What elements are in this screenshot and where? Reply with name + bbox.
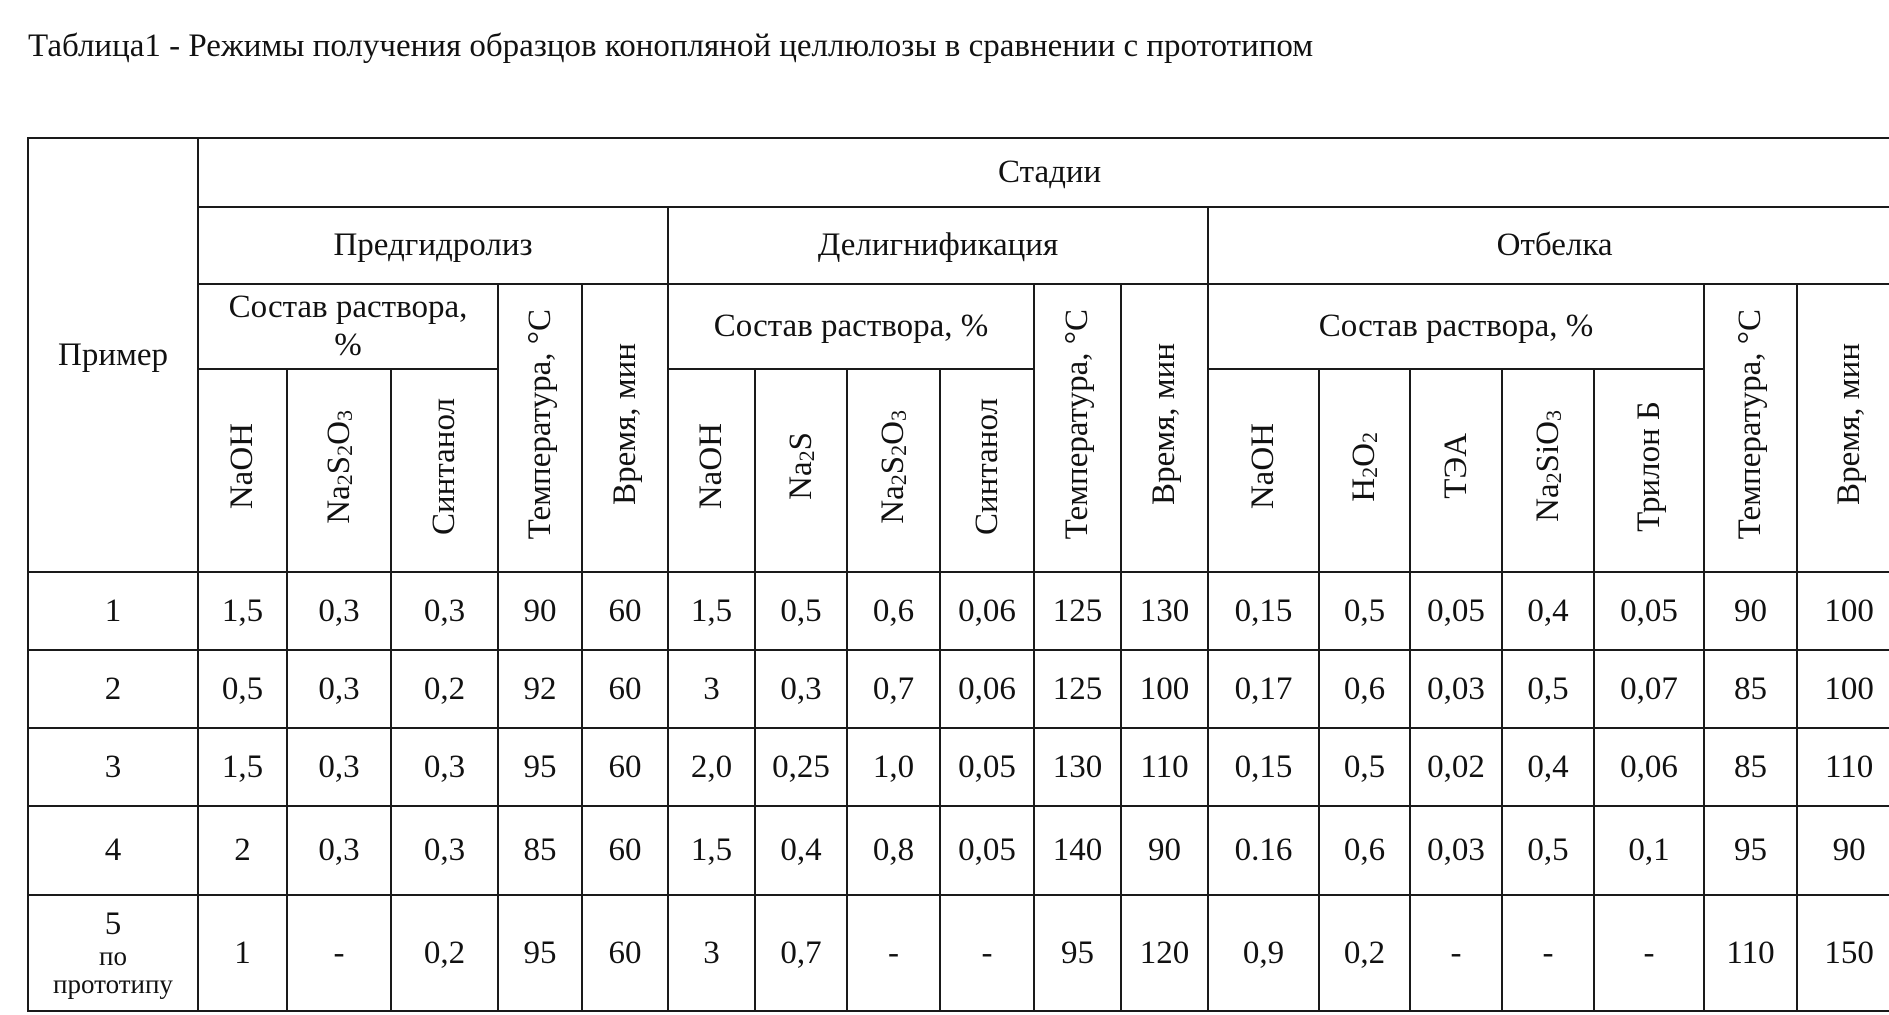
row-example: 4 [28, 806, 198, 895]
cell: 0,8 [847, 806, 940, 895]
table-row [28, 728, 1889, 806]
cell: 60 [582, 895, 668, 1011]
cell: 0,3 [287, 572, 391, 650]
cell: 0,5 [755, 572, 847, 650]
cell: 0,3 [287, 650, 391, 728]
header-na2s-delig: $Na_2S$ [755, 369, 847, 572]
cell: 0,06 [940, 650, 1034, 728]
header-time-delig: Время, мин [1121, 284, 1208, 572]
header-naoh-delig: NaOH [668, 369, 755, 572]
cell: 0,3 [391, 572, 498, 650]
cell: 0,17 [1208, 650, 1319, 728]
row-example: 1 [28, 572, 198, 650]
table-row [28, 806, 1889, 895]
cell: 3 [668, 650, 755, 728]
cell: 0,3 [755, 650, 847, 728]
header-prehydrolysis: Предгидролиз [198, 207, 668, 284]
cell: 85 [1704, 728, 1797, 806]
cell: 60 [582, 806, 668, 895]
cell: 0,05 [1594, 572, 1704, 650]
cell: 0,5 [1502, 650, 1594, 728]
cell: 95 [498, 895, 582, 1011]
cell: 0,03 [1410, 806, 1502, 895]
cell: - [847, 895, 940, 1011]
cell: - [287, 895, 391, 1011]
cell: 0,3 [391, 806, 498, 895]
cell: 110 [1121, 728, 1208, 806]
cell: 60 [582, 572, 668, 650]
header-delignification: Делигнификация [668, 207, 1208, 284]
cell: 0,9 [1208, 895, 1319, 1011]
header-na2s2o3-pre: $Na_2S_2O_3$ [287, 369, 391, 572]
cell: 85 [1704, 650, 1797, 728]
cell: 2,0 [668, 728, 755, 806]
cell: 0.16 [1208, 806, 1319, 895]
cell: 95 [1704, 806, 1797, 895]
cell: 0,4 [755, 806, 847, 895]
cell: 0,25 [755, 728, 847, 806]
cell: 110 [1704, 895, 1797, 1011]
cell: 120 [1121, 895, 1208, 1011]
cell: 1,5 [668, 572, 755, 650]
cell: 60 [582, 728, 668, 806]
row-example: 3 [28, 728, 198, 806]
cell: 92 [498, 650, 582, 728]
cell: 0,5 [1502, 806, 1594, 895]
cell: 90 [498, 572, 582, 650]
cell: 90 [1797, 806, 1889, 895]
cell: 90 [1704, 572, 1797, 650]
header-naoh-bleach: NaOH [1208, 369, 1319, 572]
cell: 0,6 [1319, 650, 1410, 728]
cell: 125 [1034, 650, 1121, 728]
cell: 110 [1797, 728, 1889, 806]
data-table [27, 137, 1889, 1012]
page-title: Таблица1 - Режимы получения образцов конопляной целлюлозы в сравнении с прототипом [28, 28, 1314, 64]
table-row [28, 572, 1889, 650]
cell: 0,4 [1502, 728, 1594, 806]
cell: 100 [1797, 650, 1889, 728]
cell: 0,5 [1319, 572, 1410, 650]
header-solution-pre: Состав раствора, % [198, 284, 498, 369]
cell: 1,5 [198, 572, 287, 650]
header-temperature-bleach: Температура, °С [1704, 284, 1797, 572]
cell: 0,3 [287, 806, 391, 895]
cell: 0,05 [940, 806, 1034, 895]
cell: 0,02 [1410, 728, 1502, 806]
cell: 0,7 [755, 895, 847, 1011]
header-temperature-pre: Температура, °С [498, 284, 582, 572]
cell: 0,5 [198, 650, 287, 728]
cell: - [1410, 895, 1502, 1011]
cell: 0,07 [1594, 650, 1704, 728]
header-solution-bleach: Состав раствора, % [1208, 284, 1704, 369]
table-row [28, 650, 1889, 728]
cell: 0,4 [1502, 572, 1594, 650]
cell: 0,15 [1208, 728, 1319, 806]
cell: 1 [198, 895, 287, 1011]
cell: 0,3 [287, 728, 391, 806]
cell: 85 [498, 806, 582, 895]
header-time-pre: Время, мин [582, 284, 668, 572]
cell: 0,15 [1208, 572, 1319, 650]
cell: 1,5 [198, 728, 287, 806]
header-temperature-delig: Температура, °С [1034, 284, 1121, 572]
cell: 60 [582, 650, 668, 728]
cell: 0,03 [1410, 650, 1502, 728]
cell: 0,2 [1319, 895, 1410, 1011]
cell: 3 [668, 895, 755, 1011]
header-naoh-pre: NaOH [198, 369, 287, 572]
cell: 150 [1797, 895, 1889, 1011]
row-example: 2 [28, 650, 198, 728]
cell: 0,2 [391, 895, 498, 1011]
header-h2o2-bleach: $H_2O_2$ [1319, 369, 1410, 572]
header-solution-delig: Состав раствора, % [668, 284, 1034, 369]
cell: 0,1 [1594, 806, 1704, 895]
cell: 100 [1121, 650, 1208, 728]
header-time-bleach: Время, мин [1797, 284, 1889, 572]
cell: - [940, 895, 1034, 1011]
header-synthanol-pre: Синтанол [391, 369, 498, 572]
cell: 0,05 [940, 728, 1034, 806]
header-na2sio3-bleach: $Na_2SiO_3$ [1502, 369, 1594, 572]
cell: 0,6 [1319, 806, 1410, 895]
header-synthanol-delig: Синтанол [940, 369, 1034, 572]
cell: 0,6 [847, 572, 940, 650]
cell: 140 [1034, 806, 1121, 895]
cell: 130 [1034, 728, 1121, 806]
header-stages: Стадии [198, 138, 1889, 207]
cell: 0,5 [1319, 728, 1410, 806]
cell: 1,5 [668, 806, 755, 895]
cell: 90 [1121, 806, 1208, 895]
row-example: 5 по прототипу [28, 895, 198, 1011]
header-example: Пример [28, 138, 198, 572]
header-bleaching: Отбелка [1208, 207, 1889, 284]
cell: 0,7 [847, 650, 940, 728]
cell: 0,05 [1410, 572, 1502, 650]
cell: 1,0 [847, 728, 940, 806]
cell: 0,3 [391, 728, 498, 806]
cell: 100 [1797, 572, 1889, 650]
header-tea-bleach: ТЭА [1410, 369, 1502, 572]
cell: 0,06 [1594, 728, 1704, 806]
cell: 130 [1121, 572, 1208, 650]
header-trilon-bleach: Трилон Б [1594, 369, 1704, 572]
cell: - [1502, 895, 1594, 1011]
cell: 0,2 [391, 650, 498, 728]
cell: 2 [198, 806, 287, 895]
cell: - [1594, 895, 1704, 1011]
cell: 95 [1034, 895, 1121, 1011]
cell: 95 [498, 728, 582, 806]
cell: 125 [1034, 572, 1121, 650]
table-row [28, 895, 1889, 1011]
header-na2s2o3-delig: $Na_2S_2O_3$ [847, 369, 940, 572]
cell: 0,06 [940, 572, 1034, 650]
